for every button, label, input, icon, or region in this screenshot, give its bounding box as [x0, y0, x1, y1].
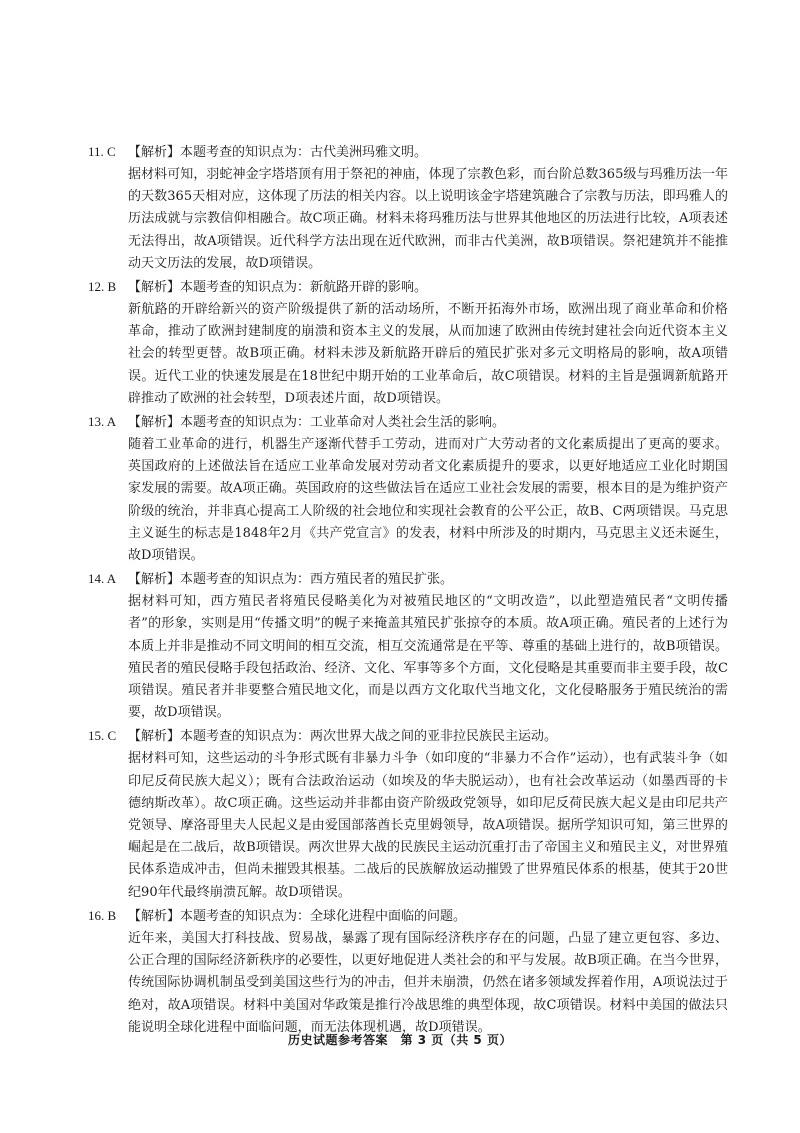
answer-knowledge-point: 【解析】本题考查的知识点为：西方殖民者的殖民扩张。	[128, 572, 454, 588]
answer-header	[88, 141, 728, 164]
answer-explanation: 据材料可知，西方殖民者将殖民侵略美化为对被殖民地区的“文明改造”，以此塑造殖民者“文明传播者”的形象，实则是用“传播文明”的幌子来掩盖其殖民扩张掠夺的本质。故A项正确。殖民者的上述行为本质上并非是推动不同文明间的相互交流，相互交流通常是在平等、尊重的基础上进行的，故B项错误。殖民者的殖民侵略手段包括政治、经济、文化、军事等多个方面，文化侵略是其重要而非主要手段，故C项错误。殖民者并非要整合殖民地文化，而是以西方文化取代当地文化，文化侵略服务于殖民统治的需要，故D项错误。	[128, 594, 728, 721]
answer-explanation: 据材料可知，这些运动的斗争形式既有非暴力斗争（如印度的“非暴力不合作”运动），也有武装斗争（如印尼反荷民族大起义）；既有合法政治运动（如埃及的华夫脱运动），也有社会改革运动（如墨西哥的卡德纳斯改革）。故C项正确。这些运动并非都由资产阶级政党领导，如印尼反荷民族大起义是由印尼共产党领导、摩洛哥里夫人民起义是由爱国部落酋长克里姆领导，故A项错误。据所学知识可知，第三世界的崛起是在二战后，故B项错误。两次世界大战的民族民主运动沉重打击了帝国主义和殖民主义，对世界殖民体系造成冲击，但尚未摧毁其根基。二战后的民族解放运动摧毁了世界殖民体系的根基，使其于20世纪90年代最终崩溃瓦解。故D项错误。	[128, 751, 728, 900]
answer-item	[88, 276, 728, 410]
answer-knowledge-point: 【解析】本题考查的知识点为：古代美洲玛雅文明。	[128, 145, 428, 160]
answer-item	[88, 725, 728, 903]
answer-item	[88, 141, 728, 275]
answer-page	[88, 141, 728, 1040]
answer-item	[88, 905, 728, 1039]
answer-item	[88, 568, 728, 724]
answer-item	[88, 411, 728, 567]
answer-number: 14. A	[88, 571, 117, 587]
answer-header	[88, 905, 728, 928]
answer-header	[88, 725, 728, 748]
answer-knowledge-point: 【解析】本题考查的知识点为：新航路开辟的影响。	[128, 280, 428, 296]
answer-number: 13. A	[88, 414, 117, 430]
answer-number: 11. C	[88, 144, 116, 159]
answer-number: 16. B	[88, 907, 117, 923]
answer-header	[88, 276, 728, 299]
answer-knowledge-point: 【解析】本题考查的知识点为：两次世界大战之间的亚非拉民族民主运动。	[128, 729, 558, 745]
answer-explanation: 据材料可知，羽蛇神金字塔塔顶有用于祭祀的神庙，体现了宗教色彩，而台阶总数365级与玛雅历法一年的天数365天相对应，这体现了历法的相关内容。以上说明该金字塔建筑融合了宗教与历法，即玛雅人的历法成就与宗教信仰相融合。故C项正确。材料未将玛雅历法与世界其他地区的历法进行比较，A项表述无法得出，故A项错误。近代科学方法出现在近代欧洲，而非古代美洲，故B项错误。祭祀建筑并不能推动天文历法的发展，故D项错误。	[128, 167, 728, 271]
answer-explanation: 新航路的开辟给新兴的资产阶级提供了新的活动场所，不断开拓海外市场，欧洲出现了商业革命和价格革命，推动了欧洲封建制度的崩溃和资本主义的发展，从而加速了欧洲由传统封建社会向近代资本主义社会的转型更替。故B项正确。材料未涉及新航路开辟后的殖民扩张对多元文明格局的影响，故A项错误。近代工业的快速发展是在18世纪中期开始的工业革命后，故C项错误。材料的主旨是强调新航路开辟推动了欧洲的社会转型，D项表述片面，故D项错误。	[128, 302, 728, 406]
answer-knowledge-point: 【解析】本题考查的知识点为：全球化进程中面临的问题。	[128, 908, 467, 924]
answer-header	[88, 411, 728, 434]
page-footer: 历史试题参考答案 第 3 页（共 5 页）	[288, 1033, 512, 1047]
answer-number: 12. B	[88, 279, 117, 295]
answer-number: 15. C	[88, 728, 117, 744]
answer-header	[88, 568, 728, 591]
answer-knowledge-point: 【解析】本题考查的知识点为：工业革命对人类社会生活的影响。	[128, 415, 506, 431]
answer-explanation: 近年来，美国大打科技战、贸易战，暴露了现有国际经济秩序存在的问题，凸显了建立更包容、多边、公正合理的国际经济新秩序的必要性，以更好地促进人类社会的和平与发展。故B项正确。在当今世界，传统国际协调机制虽受到美国这些行为的冲击，但并未崩溃，仍然在诸多领域发挥着作用，A项说法过于绝对，故A项错误。材料中美国对华政策是推行冷战思维的典型体现，故C项错误。材料中美国的做法只能说明全球化进程中面临问题，而无法体现机遇，故D项错误。	[128, 930, 728, 1035]
answer-explanation: 随着工业革命的进行，机器生产逐渐代替手工劳动，进而对广大劳动者的文化素质提出了更高的要求。英国政府的上述做法旨在适应工业革命发展对劳动者文化素质提升的要求，以更好地适应工业化时期国家发展的需要。故A项正确。英国政府的这些做法旨在适应工业社会发展的需要，根本目的是为维护资产阶级的统治，并非真心提高工人阶级的社会地位和实现社会教育的公平公正，故B、C两项错误。马克思主义诞生的标志是1848年2月《共产党宣言》的发表，材料中所涉及的时期内，马克思主义还未诞生，故D项错误。	[128, 437, 728, 564]
